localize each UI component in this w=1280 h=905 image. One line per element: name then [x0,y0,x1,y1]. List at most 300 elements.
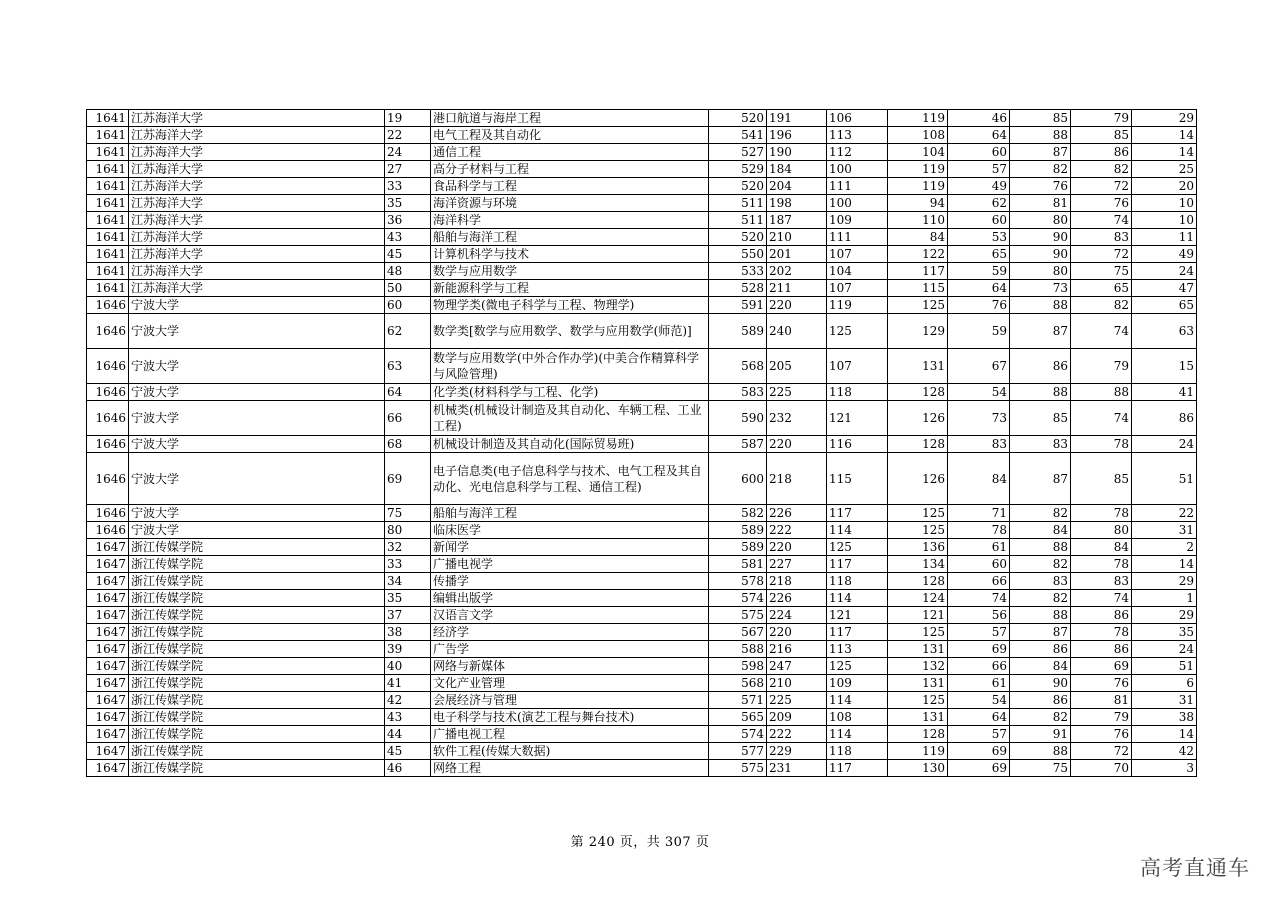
score-cell: 47 [1132,280,1197,297]
score-cell: 62 [948,195,1010,212]
school-name-cell: 浙江传媒学院 [129,556,385,573]
score-cell: 118 [827,384,888,401]
score-cell: 84 [948,453,1010,505]
score-total-cell: 529 [709,161,767,178]
score-cell: 56 [948,607,1010,624]
major-name-cell: 会展经济与管理 [431,692,709,709]
score-cell: 86 [1071,641,1132,658]
school-code-cell: 1647 [87,675,129,692]
score-cell: 126 [888,401,948,436]
score-cell: 240 [767,314,827,349]
score-cell: 204 [767,178,827,195]
score-cell: 116 [827,436,888,453]
score-total-cell: 527 [709,144,767,161]
score-cell: 78 [1071,436,1132,453]
score-cell: 109 [827,212,888,229]
major-code-cell: 39 [385,641,431,658]
major-code-cell: 27 [385,161,431,178]
score-cell: 78 [1071,556,1132,573]
major-name-cell: 物理学类(微电子科学与工程、物理学) [431,297,709,314]
major-code-cell: 64 [385,384,431,401]
score-cell: 114 [827,726,888,743]
score-cell: 81 [1071,692,1132,709]
table-row [87,692,1197,709]
score-cell: 115 [827,453,888,505]
major-code-cell: 41 [385,675,431,692]
table-row [87,556,1197,573]
table-row [87,573,1197,590]
score-cell: 78 [1071,505,1132,522]
score-cell: 196 [767,127,827,144]
table-row [87,314,1197,349]
school-name-cell: 宁波大学 [129,522,385,539]
score-cell: 88 [1010,607,1071,624]
score-cell: 121 [827,607,888,624]
score-cell: 85 [1010,401,1071,436]
score-cell: 60 [948,556,1010,573]
school-name-cell: 浙江传媒学院 [129,709,385,726]
score-cell: 119 [888,110,948,127]
major-name-cell: 广告学 [431,641,709,658]
score-cell: 88 [1071,384,1132,401]
score-cell: 49 [948,178,1010,195]
school-name-cell: 江苏海洋大学 [129,229,385,246]
major-name-cell: 化学类(材料科学与工程、化学) [431,384,709,401]
school-code-cell: 1646 [87,401,129,436]
major-name-cell: 海洋资源与环境 [431,195,709,212]
school-code-cell: 1647 [87,539,129,556]
score-cell: 11 [1132,229,1197,246]
school-name-cell: 宁波大学 [129,384,385,401]
score-cell: 24 [1132,436,1197,453]
score-cell: 66 [948,658,1010,675]
score-cell: 218 [767,573,827,590]
table-row [87,641,1197,658]
score-cell: 86 [1132,401,1197,436]
score-cell: 86 [1010,692,1071,709]
major-code-cell: 36 [385,212,431,229]
school-name-cell: 浙江传媒学院 [129,692,385,709]
score-cell: 76 [1010,178,1071,195]
score-cell: 220 [767,436,827,453]
school-name-cell: 江苏海洋大学 [129,212,385,229]
score-cell: 78 [1071,624,1132,641]
table-row [87,436,1197,453]
score-cell: 119 [888,178,948,195]
score-total-cell: 550 [709,246,767,263]
score-cell: 128 [888,384,948,401]
major-name-cell: 港口航道与海岸工程 [431,110,709,127]
score-total-cell: 589 [709,539,767,556]
table-row [87,161,1197,178]
score-cell: 225 [767,384,827,401]
score-total-cell: 575 [709,760,767,777]
major-code-cell: 62 [385,314,431,349]
school-code-cell: 1647 [87,607,129,624]
score-cell: 59 [948,263,1010,280]
score-cell: 110 [888,212,948,229]
score-cell: 119 [888,161,948,178]
score-cell: 64 [948,709,1010,726]
score-cell: 227 [767,556,827,573]
school-code-cell: 1647 [87,590,129,607]
school-code-cell: 1647 [87,709,129,726]
table-row [87,505,1197,522]
score-cell: 111 [827,229,888,246]
school-code-cell: 1641 [87,212,129,229]
table-row [87,658,1197,675]
school-code-cell: 1647 [87,760,129,777]
score-cell: 83 [1010,573,1071,590]
score-cell: 75 [1071,263,1132,280]
school-name-cell: 宁波大学 [129,297,385,314]
school-name-cell: 江苏海洋大学 [129,246,385,263]
score-cell: 131 [888,709,948,726]
score-cell: 108 [888,127,948,144]
score-table [86,109,1197,777]
major-code-cell: 60 [385,297,431,314]
school-name-cell: 江苏海洋大学 [129,127,385,144]
score-cell: 100 [827,195,888,212]
table-row [87,760,1197,777]
watermark-logo: 高考直通车 [1140,856,1250,880]
table-row [87,453,1197,505]
score-cell: 107 [827,349,888,384]
table-row [87,401,1197,436]
major-name-cell: 食品科学与工程 [431,178,709,195]
major-name-cell: 通信工程 [431,144,709,161]
score-cell: 128 [888,726,948,743]
score-cell: 14 [1132,556,1197,573]
score-cell: 6 [1132,675,1197,692]
major-code-cell: 66 [385,401,431,436]
score-cell: 113 [827,127,888,144]
table-row [87,297,1197,314]
major-code-cell: 43 [385,709,431,726]
score-cell: 247 [767,658,827,675]
score-total-cell: 587 [709,436,767,453]
major-name-cell: 电气工程及其自动化 [431,127,709,144]
score-cell: 67 [948,349,1010,384]
score-cell: 61 [948,539,1010,556]
school-code-cell: 1646 [87,505,129,522]
score-cell: 114 [827,590,888,607]
school-code-cell: 1647 [87,692,129,709]
major-name-cell: 汉语言文学 [431,607,709,624]
score-total-cell: 589 [709,522,767,539]
score-cell: 118 [827,743,888,760]
school-code-cell: 1641 [87,280,129,297]
major-name-cell: 数学与应用数学 [431,263,709,280]
school-name-cell: 浙江传媒学院 [129,590,385,607]
score-cell: 88 [1010,127,1071,144]
school-name-cell: 宁波大学 [129,453,385,505]
score-cell: 94 [888,195,948,212]
score-cell: 84 [1010,522,1071,539]
score-cell: 111 [827,178,888,195]
score-cell: 104 [888,144,948,161]
score-cell: 64 [948,280,1010,297]
score-cell: 81 [1010,195,1071,212]
score-total-cell: 575 [709,607,767,624]
major-code-cell: 35 [385,195,431,212]
score-cell: 79 [1071,709,1132,726]
school-name-cell: 宁波大学 [129,436,385,453]
score-cell: 114 [827,522,888,539]
score-cell: 82 [1010,590,1071,607]
score-total-cell: 574 [709,590,767,607]
table-row [87,743,1197,760]
score-cell: 74 [1071,314,1132,349]
table-row [87,263,1197,280]
score-cell: 82 [1010,505,1071,522]
score-cell: 51 [1132,658,1197,675]
table-row [87,522,1197,539]
score-cell: 38 [1132,709,1197,726]
score-cell: 84 [1071,539,1132,556]
score-cell: 80 [1010,212,1071,229]
major-name-cell: 高分子材料与工程 [431,161,709,178]
school-code-cell: 1646 [87,297,129,314]
score-total-cell: 511 [709,195,767,212]
school-code-cell: 1647 [87,624,129,641]
school-name-cell: 浙江传媒学院 [129,573,385,590]
table-row [87,726,1197,743]
major-name-cell: 数学与应用数学(中外合作办学)(中美合作精算科学与风险管理) [431,349,709,384]
table-row [87,624,1197,641]
score-cell: 128 [888,436,948,453]
score-cell: 76 [1071,675,1132,692]
score-cell: 220 [767,624,827,641]
major-code-cell: 44 [385,726,431,743]
score-cell: 211 [767,280,827,297]
score-cell: 69 [948,760,1010,777]
school-code-cell: 1646 [87,349,129,384]
school-name-cell: 浙江传媒学院 [129,675,385,692]
score-cell: 70 [1071,760,1132,777]
major-name-cell: 机械类(机械设计制造及其自动化、车辆工程、工业工程) [431,401,709,436]
score-cell: 125 [888,522,948,539]
school-code-cell: 1641 [87,263,129,280]
school-code-cell: 1646 [87,453,129,505]
score-cell: 74 [1071,212,1132,229]
score-cell: 125 [827,658,888,675]
score-cell: 119 [827,297,888,314]
score-cell: 69 [1071,658,1132,675]
score-cell: 78 [948,522,1010,539]
score-cell: 125 [888,297,948,314]
score-cell: 108 [827,709,888,726]
score-cell: 198 [767,195,827,212]
score-cell: 124 [888,590,948,607]
major-name-cell: 计算机科学与技术 [431,246,709,263]
table-row [87,607,1197,624]
table-row [87,539,1197,556]
school-code-cell: 1641 [87,110,129,127]
major-code-cell: 35 [385,590,431,607]
score-total-cell: 574 [709,726,767,743]
score-cell: 51 [1132,453,1197,505]
major-name-cell: 船舶与海洋工程 [431,505,709,522]
score-cell: 222 [767,522,827,539]
score-cell: 131 [888,641,948,658]
score-cell: 85 [1071,453,1132,505]
score-cell: 14 [1132,144,1197,161]
score-cell: 100 [827,161,888,178]
score-cell: 218 [767,453,827,505]
school-name-cell: 浙江传媒学院 [129,607,385,624]
score-cell: 117 [827,505,888,522]
major-code-cell: 75 [385,505,431,522]
score-cell: 113 [827,641,888,658]
score-cell: 231 [767,760,827,777]
school-name-cell: 江苏海洋大学 [129,280,385,297]
score-cell: 88 [1010,539,1071,556]
score-cell: 82 [1071,297,1132,314]
school-code-cell: 1646 [87,314,129,349]
score-cell: 83 [1071,573,1132,590]
score-cell: 226 [767,590,827,607]
major-name-cell: 电子信息类(电子信息科学与技术、电气工程及其自动化、光电信息科学与工程、通信工程) [431,453,709,505]
major-code-cell: 43 [385,229,431,246]
score-cell: 87 [1010,453,1071,505]
score-cell: 25 [1132,161,1197,178]
score-cell: 122 [888,246,948,263]
score-cell: 107 [827,280,888,297]
score-cell: 134 [888,556,948,573]
major-code-cell: 48 [385,263,431,280]
school-name-cell: 宁波大学 [129,505,385,522]
major-name-cell: 经济学 [431,624,709,641]
school-name-cell: 浙江传媒学院 [129,743,385,760]
score-total-cell: 578 [709,573,767,590]
score-cell: 91 [1010,726,1071,743]
score-cell: 210 [767,229,827,246]
school-code-cell: 1641 [87,246,129,263]
score-total-cell: 590 [709,401,767,436]
score-cell: 60 [948,144,1010,161]
score-cell: 118 [827,573,888,590]
score-cell: 83 [948,436,1010,453]
score-cell: 88 [1010,297,1071,314]
major-code-cell: 33 [385,178,431,195]
score-cell: 29 [1132,110,1197,127]
score-cell: 15 [1132,349,1197,384]
school-code-cell: 1647 [87,641,129,658]
school-name-cell: 宁波大学 [129,314,385,349]
score-cell: 75 [1010,760,1071,777]
major-code-cell: 80 [385,522,431,539]
school-name-cell: 浙江传媒学院 [129,539,385,556]
table-row [87,709,1197,726]
score-total-cell: 600 [709,453,767,505]
score-cell: 117 [827,556,888,573]
score-cell: 119 [888,743,948,760]
score-cell: 31 [1132,522,1197,539]
score-cell: 129 [888,314,948,349]
score-cell: 57 [948,624,1010,641]
score-cell: 72 [1071,743,1132,760]
table-row [87,246,1197,263]
score-cell: 64 [948,127,1010,144]
score-cell: 85 [1010,110,1071,127]
major-name-cell: 广播电视工程 [431,726,709,743]
score-cell: 125 [888,624,948,641]
score-cell: 2 [1132,539,1197,556]
score-cell: 46 [948,110,1010,127]
score-cell: 220 [767,297,827,314]
score-cell: 109 [827,675,888,692]
major-name-cell: 广播电视学 [431,556,709,573]
major-name-cell: 文化产业管理 [431,675,709,692]
major-name-cell: 临床医学 [431,522,709,539]
score-cell: 125 [888,505,948,522]
score-cell: 65 [1071,280,1132,297]
score-cell: 88 [1010,743,1071,760]
score-cell: 220 [767,539,827,556]
school-name-cell: 浙江传媒学院 [129,658,385,675]
score-cell: 24 [1132,263,1197,280]
score-cell: 76 [948,297,1010,314]
score-cell: 87 [1010,624,1071,641]
score-cell: 14 [1132,726,1197,743]
score-cell: 76 [1071,726,1132,743]
score-total-cell: 589 [709,314,767,349]
major-code-cell: 45 [385,743,431,760]
score-cell: 69 [948,743,1010,760]
score-cell: 106 [827,110,888,127]
major-code-cell: 22 [385,127,431,144]
score-cell: 201 [767,246,827,263]
score-cell: 71 [948,505,1010,522]
table-row [87,178,1197,195]
score-cell: 79 [1071,110,1132,127]
score-cell: 222 [767,726,827,743]
major-code-cell: 33 [385,556,431,573]
score-cell: 125 [827,539,888,556]
school-name-cell: 江苏海洋大学 [129,178,385,195]
score-cell: 31 [1132,692,1197,709]
score-cell: 63 [1132,314,1197,349]
score-cell: 184 [767,161,827,178]
school-name-cell: 宁波大学 [129,349,385,384]
score-cell: 80 [1010,263,1071,280]
score-cell: 190 [767,144,827,161]
score-total-cell: 533 [709,263,767,280]
score-cell: 76 [1071,195,1132,212]
page-footer: 第 240 页，共 307 页 [570,835,710,850]
score-cell: 187 [767,212,827,229]
score-cell: 66 [948,573,1010,590]
score-cell: 131 [888,349,948,384]
score-total-cell: 598 [709,658,767,675]
table-row [87,590,1197,607]
score-cell: 90 [1010,675,1071,692]
major-code-cell: 69 [385,453,431,505]
score-cell: 86 [1010,349,1071,384]
score-cell: 85 [1071,127,1132,144]
score-cell: 22 [1132,505,1197,522]
score-cell: 54 [948,384,1010,401]
score-cell: 53 [948,229,1010,246]
score-total-cell: 565 [709,709,767,726]
score-cell: 20 [1132,178,1197,195]
school-name-cell: 浙江传媒学院 [129,641,385,658]
score-cell: 73 [948,401,1010,436]
major-name-cell: 软件工程(传媒大数据) [431,743,709,760]
score-cell: 131 [888,675,948,692]
score-cell: 130 [888,760,948,777]
